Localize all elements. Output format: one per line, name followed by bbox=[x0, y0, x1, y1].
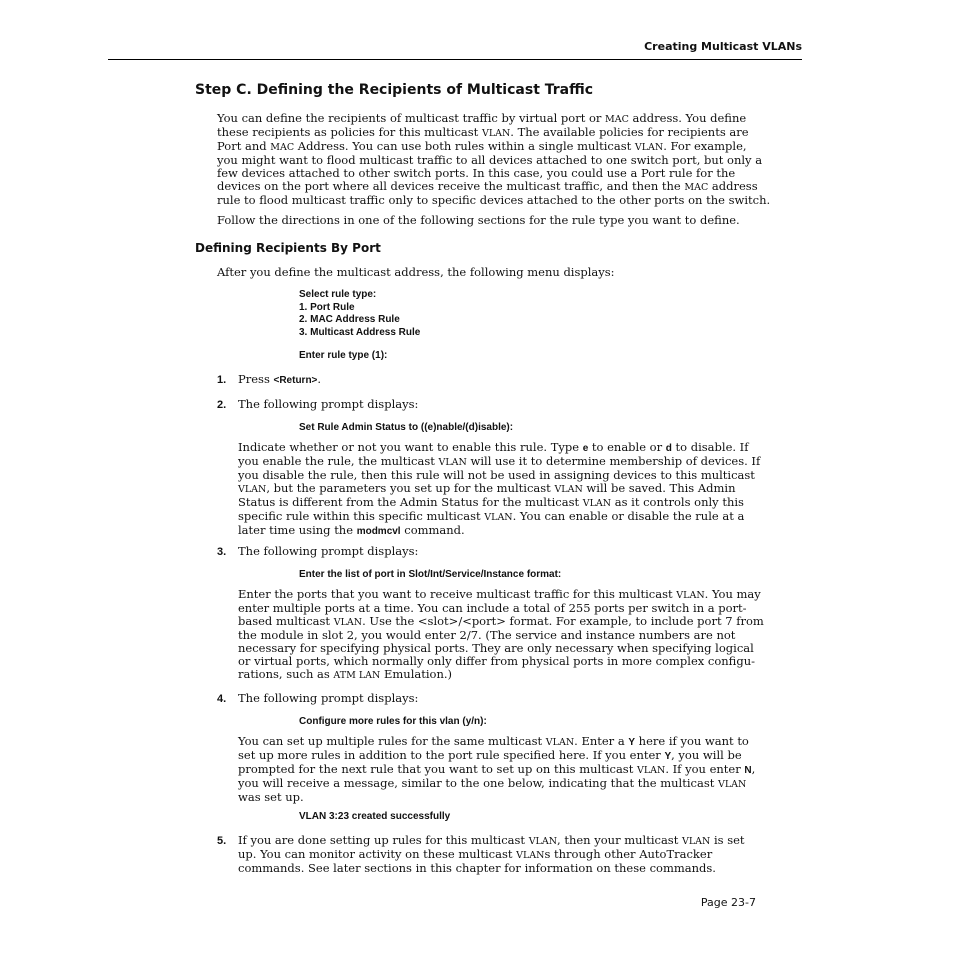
step-3-description: Enter the ports that you want to receive multicast traffic for this multicast VLAN. You may enter multiple ports at a time. You can include a total of 255 ports per switch in a port- based multicast VLAN. Use the <slot>/<port> format. For example, to include port 7 from the module in slot 2, you would enter 2/7. (The service and instance numbers are not necessary for specifying physical ports. They are only necessary when specifying logical or virtual ports, which normally only differ from physical ports in more complex configu- rations, such as ATM LAN Emulation.) bbox=[238, 587, 764, 681]
step-3-text: The following prompt displays: bbox=[238, 544, 419, 558]
after-paragraph: After you define the multicast address, the following menu displays: bbox=[217, 265, 615, 279]
page-number: Page 23-7 bbox=[700, 896, 756, 909]
step-5-text: If you are done setting up rules for this multicast VLAN, then your multicast VLAN is set up. You can monitor activity on these multicast VLANs through other AutoTracker commands. See later sections in this chapter for information on these commands. bbox=[238, 833, 745, 875]
step-4-description: You can set up multiple rules for the same multicast VLAN. Enter a Y here if you want to set up more rules in addition to the port rule specified here. If you enter Y, you will be prompted for the next rule that you want to set up on this multicast VLAN. If you enter N, you will receive a message, similar to the one below, indicating that the multicast VLAN was set up. bbox=[238, 734, 756, 804]
running-header: Creating Multicast VLANs bbox=[644, 40, 802, 53]
vlan-created-message: VLAN 3:23 created successfully bbox=[299, 811, 451, 822]
step-number: 1. bbox=[217, 374, 227, 386]
header-rule bbox=[108, 59, 802, 60]
section-title: Step C. Defining the Recipients of Multicast Traffic bbox=[195, 82, 594, 98]
step-number: 5. bbox=[217, 835, 227, 847]
step-number: 4. bbox=[217, 693, 227, 705]
intro-paragraph: You can define the recipients of multicast traffic by virtual port or MAC address. You define these recipients as policies for this multicast VLAN. The available policies for recipients are Port and MAC Address. You can use both rules within a single multicast VLAN. For example, you might want to flood multicast traffic to all devices attached to one switch port, but only a few devices attached to other switch ports. In this case, you could use a Port rule for the devices on the port where all devices receive the multicast traffic, and then the MAC address rule to flood multicast traffic only to specific devices attached to the other ports on the switch. bbox=[217, 111, 771, 207]
admin-status-prompt: Set Rule Admin Status to ((e)nable/(d)isable): bbox=[299, 422, 514, 433]
step-4-text: The following prompt displays: bbox=[238, 691, 419, 705]
step-2-description: Indicate whether or not you want to enable this rule. Type e to enable or d to disable. If you enable the rule, the multicast VLAN will use it to determine membership of devices. If you disable the rule, then this rule will not be used in assigning devices to this multicast VLAN, but the parameters you set up for the multicast VLAN will be saved. This Admin Status is different from the Admin Status for the multicast VLAN as it controls only this specific rule within this specific multicast VLAN. You can enable or disable the rule at a later time using the modmcvl command. bbox=[238, 440, 761, 537]
step-1-text: Press <Return>. bbox=[238, 372, 322, 386]
more-rules-prompt: Configure more rules for this vlan (y/n): bbox=[299, 716, 487, 727]
step-number: 2. bbox=[217, 399, 227, 411]
subsection-title: Defining Recipients By Port bbox=[195, 241, 381, 255]
step-2-text: The following prompt displays: bbox=[238, 397, 419, 411]
port-list-prompt: Enter the list of port in Slot/Int/Service/Instance format: bbox=[299, 569, 562, 580]
step-number: 3. bbox=[217, 546, 227, 558]
follow-paragraph: Follow the directions in one of the following sections for the rule type you want to define. bbox=[217, 213, 740, 227]
rule-type-menu: Select rule type: 1. Port Rule 2. MAC Address Rule 3. Multicast Address Rule Enter rule type (1): bbox=[299, 289, 421, 361]
